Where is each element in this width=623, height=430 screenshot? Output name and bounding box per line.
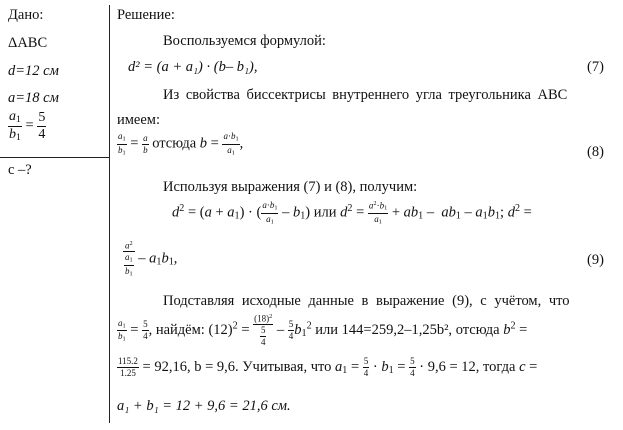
given-a: a=18 см: [8, 90, 59, 106]
formula-7: d² = (a + a₁) · (b– b₁),: [128, 59, 258, 75]
uchityvaya-word: Учитывая, что: [242, 358, 332, 375]
final-answer: a₁ + b₁ = 12 + 9,6 = 21,6 см.: [117, 398, 291, 414]
naydem-word: , найдём:: [148, 322, 205, 339]
column-divider: [109, 5, 110, 423]
ili-word: или: [313, 204, 337, 221]
solution-intro: Воспользуемся формулой:: [163, 33, 326, 49]
ili2-text: или 144=259,2–1,25b²,: [315, 322, 453, 339]
subst-text: Подставляя исходные данные в выражение (9), с учётом, что: [163, 293, 570, 309]
given-d: d=12 см: [8, 63, 59, 79]
a1-calc: · 9,6 = 12, тогда: [419, 358, 516, 375]
calc-line-2: $\frac{115.2}{1.25}$ = 92,16, b = 9,6. Учитывая, что $a_1$ = $\frac{5}{4}$ · $b_1$ = $\frac{5}{4}$ · 9,6 = 12, тогда c =: [118, 356, 538, 378]
given-divider: [0, 157, 110, 158]
using-text: Используя выражения (7) и (8), получим:: [163, 179, 418, 195]
given-triangle: ΔABC: [8, 35, 48, 51]
formula-9-line1: $d^2 = (a + a_1)$ · ( $\frac{a\cdot b_1}{a_1}$ – $b_1$) или $d^2$ = $\frac{a^2\cdot b_1}{a_1}$ + $ab_1 - ab_1 - a_1b_1$; $d^2$ =: [172, 200, 532, 226]
ratio-den: 4: [38, 126, 46, 142]
result-b: = 92,16, b = 9,6.: [142, 358, 239, 375]
eq-num-9: (9): [587, 252, 604, 268]
formula-9-line2: $\frac{a^2}{\frac{a_1}{b_1}}$ – $a_1b_1$,: [125, 240, 178, 278]
given-ratio: $\frac{a_1}{b_1}$ = $\frac{5}{4}$: [9, 109, 46, 143]
formula-8: $\frac{a_1}{b_1}$ = $\frac{a}{b}$ отсюда b = $\frac{a\cdot b_1}{a_1}$ ,: [118, 131, 244, 156]
ratio-num: 5: [38, 109, 46, 125]
given-label: Дано:: [8, 7, 44, 23]
eq-num-7: (7): [587, 59, 604, 75]
calc-line-1: $\frac{a_1}{b_1}$ = $\frac{5}{4}$ , найдём: $(12)^2$ = $\frac{(18)^2}{\frac{5}{4}}$ – $\frac{5}{4}$ $b_1^2$ или 144=259,2–1,25b², отсюда $b^2$ =: [118, 313, 528, 348]
solution-label: Решение:: [117, 7, 175, 23]
eq-num-8: (8): [587, 144, 604, 160]
given-find: c –?: [8, 162, 32, 178]
bisector-text-1: Из свойства биссектрисы внутреннего угла треугольника ABC: [163, 87, 568, 103]
otsyuda2-word: отсюда: [455, 322, 500, 339]
bisector-text-2: имеем:: [117, 112, 161, 128]
otsyuda-word: отсюда: [152, 135, 197, 152]
